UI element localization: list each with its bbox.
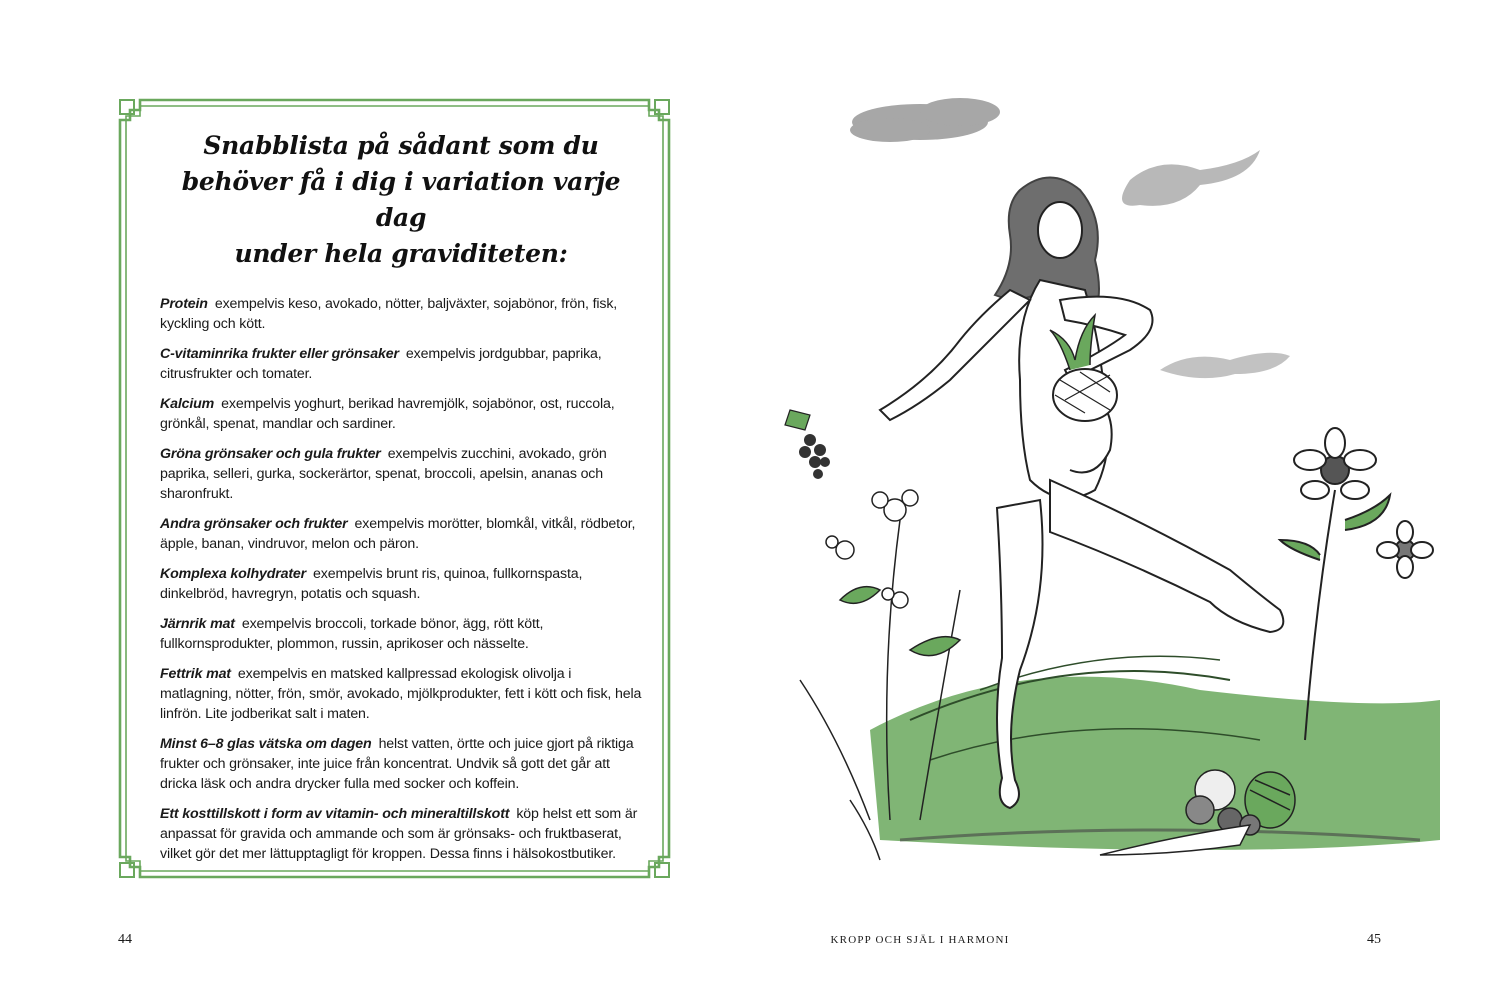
list-item (160, 394, 642, 434)
item-label: C-vitaminrika frukter eller grönsaker (160, 346, 399, 362)
item-label: Protein (160, 296, 208, 312)
item-label: Minst 6–8 glas vätska om dagen (160, 736, 372, 752)
item-text: exempelvis jordgubbar, paprika, citrusfrukter och tomater. (160, 346, 602, 382)
list-item (160, 614, 642, 654)
title-line: under hela graviditeten: (234, 239, 568, 268)
item-label: Andra grönsaker och frukter (160, 516, 348, 532)
item-text: exempelvis en matsked kallpressad ekologisk olivolja i matlagning, nötter, frön, smör, avokado, mjölkprodukter, fett i kött och fisk, hela linfrön. Lite jodberikat salt i maten. (160, 666, 642, 722)
list-item (160, 564, 642, 604)
item-text: köp helst ett som är anpassat för gravida och ammande och som är grönsaks- och fruktbaserat, vilket gör det mer lättupptagligt för kroppen. Dessa finns i hälsokostbutiker. (160, 806, 638, 862)
title-line: Snabblista på sådant som du (203, 131, 599, 160)
item-label: Komplexa kolhydrater (160, 566, 307, 582)
item-text: exempelvis brunt ris, quinoa, fullkornspasta, dinkelbröd, havregryn, potatis och squash. (160, 566, 583, 602)
item-label: Fettrik mat (160, 666, 231, 682)
title-line: behöver få i dig i variation varje dag (181, 167, 621, 232)
page-number-left: 44 (118, 932, 132, 947)
item-text: exempelvis broccoli, torkade bönor, ägg, rött kött, fullkornsprodukter, plommon, russin, aprikoser och nässelte. (160, 616, 544, 652)
list-item (160, 514, 642, 554)
quick-list-box (160, 128, 642, 874)
list-item (160, 664, 642, 724)
item-label: Gröna grönsaker och gula frukter (160, 446, 381, 462)
item-label: Ett kosttillskott i form av vitamin- och mineraltillskott (160, 806, 510, 822)
item-text: exempelvis morötter, blomkål, vitkål, rödbetor, äpple, banan, vindruvor, melon och päron. (160, 516, 636, 552)
running-head: KROPP OCH SJÄL I HARMONI (830, 934, 1010, 946)
page-number-right: 45 (1367, 932, 1381, 947)
right-page (750, 0, 1500, 1002)
cloud-icon (850, 98, 1000, 142)
flower-icon (1280, 428, 1433, 740)
cloud-icon (1122, 150, 1260, 206)
list-item (160, 344, 642, 384)
grapes-icon (785, 410, 830, 479)
pregnant-woman-with-fruits-illustration-icon (750, 0, 1500, 1002)
item-text: exempelvis zucchini, avokado, grön paprika, selleri, gurka, sockerärtor, spenat, broccoli, apelsin, ananas och sharonfrukt. (160, 446, 607, 502)
item-label: Kalcium (160, 396, 215, 412)
item-text: helst vatten, örtte och juice gjort på riktiga frukter och grönsaker, inte juice från koncentrat. Undvik så gott det går att dricka läsk och andra drycker fulla med socker och koffein. (160, 736, 634, 792)
list-item (160, 444, 642, 504)
list-item (160, 804, 642, 864)
item-label: Järnrik mat (160, 616, 235, 632)
list-item (160, 294, 642, 334)
item-text: exempelvis yoghurt, berikad havremjölk, sojabönor, ost, ruccola, grönkål, spenat, mandlar och sardiner. (160, 396, 615, 432)
cloud-icon (1160, 353, 1290, 378)
green-hills-icon (870, 656, 1440, 850)
box-title (160, 128, 642, 272)
item-text: exempelvis keso, avokado, nötter, baljväxter, sojabönor, frön, fisk, kyckling och kött. (160, 296, 618, 332)
list-item (160, 734, 642, 794)
